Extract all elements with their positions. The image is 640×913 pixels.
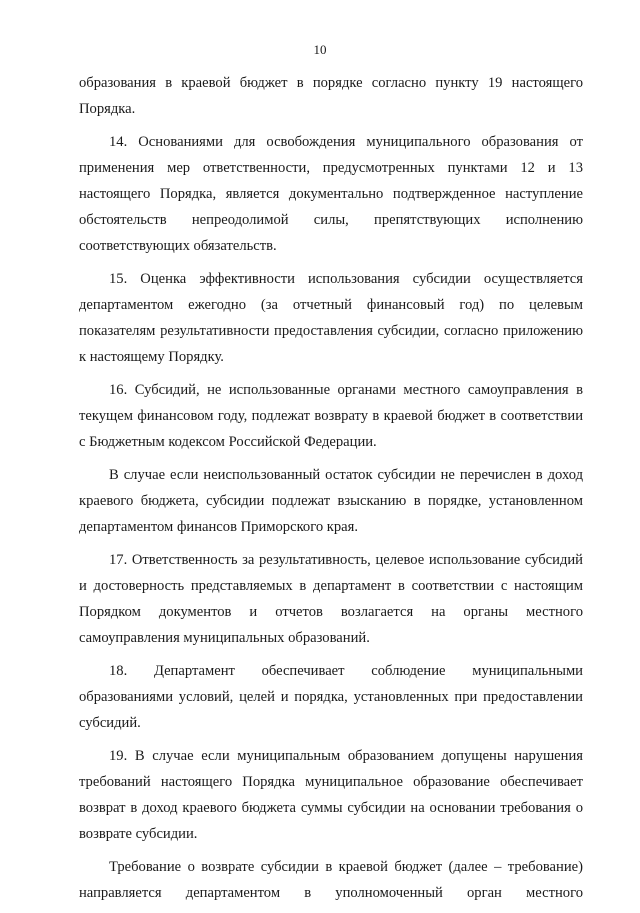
- paragraph-item-14: 14. Основаниями для освобождения муниципального образования от применения мер ответственности, предусмотренных пунктами 12 и 13 настоящего Порядка, является документально подтвержденное наступление обстоятельств непреодолимой силы, препятствующих исполнению соответствующих обязательств.: [79, 134, 583, 254]
- paragraph-item-16-continued: В случае если неиспользованный остаток субсидии не перечислен в доход краевого бюджета, субсидии подлежат взысканию в порядке, установленном департаментом финансов Приморского края.: [79, 467, 583, 535]
- page-number: 10: [313, 42, 327, 57]
- paragraph-item-18: 18. Департамент обеспечивает соблюдение муниципальными образованиями условий, целей и порядка, установленных при предоставлении субсидий.: [79, 663, 583, 731]
- document-body: [79, 70, 583, 913]
- paragraph-item-19: 19. В случае если муниципальным образованием допущены нарушения требований настоящего Порядка муниципальное образование обеспечивает возврат в доход краевого бюджета суммы субсидии на основании требования о возврате субсидии.: [79, 748, 583, 842]
- paragraph-continuation: образования в краевой бюджет в порядке согласно пункту 19 настоящего Порядка.: [79, 75, 583, 117]
- paragraph-item-16: 16. Субсидий, не использованные органами местного самоуправления в текущем финансовом году, подлежат возврату в краевой бюджет в соответствии с Бюджетным кодексом Российской Федерации.: [79, 382, 583, 450]
- paragraph-item-17: 17. Ответственность за результативность, целевое использование субсидий и достоверность представляемых в департамент в соответствии с настоящим Порядком документов и отчетов возлагается на органы местного самоуправления муниципальных образований.: [79, 552, 583, 646]
- paragraph-item-15: 15. Оценка эффективности использования субсидии осуществляется департаментом ежегодно (за отчетный финансовый год) по целевым показателям результативности предоставления субсидии, согласно приложению к настоящему Порядку.: [79, 271, 583, 365]
- paragraph-item-19-requirement: Требование о возврате субсидии в краевой бюджет (далее – требование) направляется департаментом в уполномоченный орган местного: [79, 859, 583, 901]
